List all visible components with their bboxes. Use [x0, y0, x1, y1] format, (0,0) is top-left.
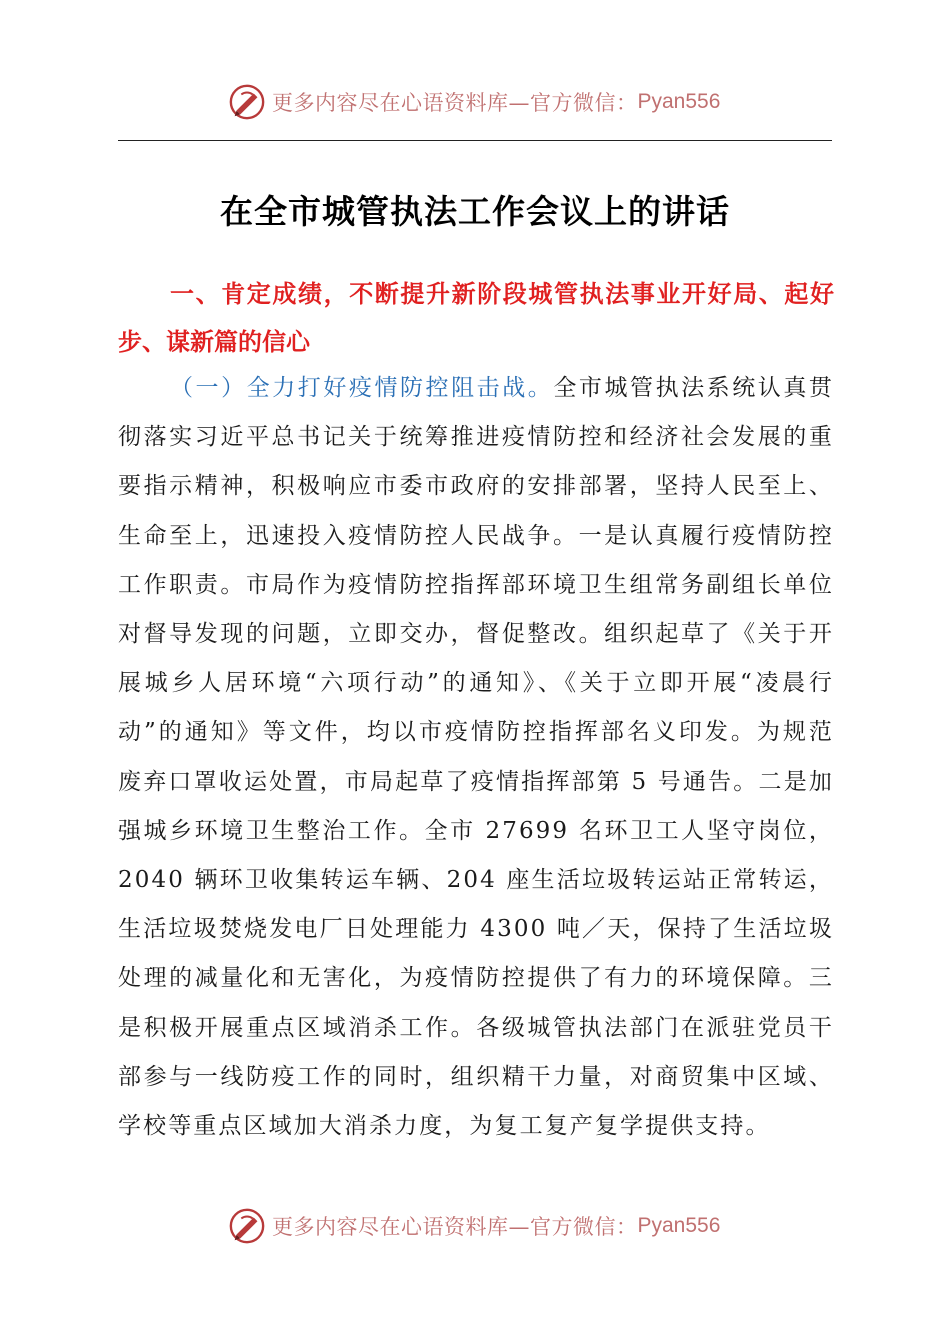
watermark-text: 更多内容尽在心语资料库—官方微信： — [272, 91, 638, 115]
body-paragraph — [118, 364, 834, 1151]
subsection-heading: （一）全力打好疫情防控阻击战。 — [170, 375, 554, 401]
watermark-wechat-id: Pyan556 — [637, 1214, 721, 1237]
watermark-text: 更多内容尽在心语资料库—官方微信： — [272, 1215, 638, 1239]
section-heading: 一、肯定成绩，不断提升新阶段城管执法事业开好局、起好步、谋新篇的信心 — [118, 280, 834, 356]
header-watermark — [228, 82, 748, 122]
pen-logo-icon — [228, 1207, 266, 1245]
paragraph-text: 全市城管执法系统认真贯彻落实习近平总书记关于统筹推进疫情防控和经济社会发展的重要指示精神，积极响应市委市政府的安排部署，坚持人民至上、生命至上，迅速投入疫情防控人民战争。一是认真履行疫情防控工作职责。市局作为疫情防控指挥部环境卫生组常务副组长单位对督导发现的问题，立即交办，督促整改。组织起草了《关于开展城乡人居环境“六项行动”的通知》、《关于立即开展“凌晨行动”的通知》等文件，均以市疫情防控指挥部名义印发。为规范废弃口罩收运处置，市局起草了疫情指挥部第 5 号通告。二是加强城乡环境卫生整治工作。全市 27699 名环卫工人坚守岗位，2040 辆环卫收集转运车辆、204 座生活垃圾转运站正常转运，生活垃圾焚烧发电厂日处理能力 4300 吨／天，保持了生活垃圾处理的减量化和无害化，为疫情防控提供了有力的环境保障。三是积极开展重点区域消杀工作。各级城管执法部门在派驻党员干部参与一线防疫工作的同时，组织精干力量，对商贸集中区域、学校等重点区域加大消杀力度，为复工复产复学提供支持。 — [118, 375, 835, 1140]
pen-logo-icon — [228, 83, 266, 121]
watermark-wechat-id: Pyan556 — [637, 90, 721, 113]
header-divider — [118, 140, 832, 141]
document-title: 在全市城管执法工作会议上的讲话 — [220, 192, 730, 231]
footer-watermark — [228, 1206, 748, 1246]
